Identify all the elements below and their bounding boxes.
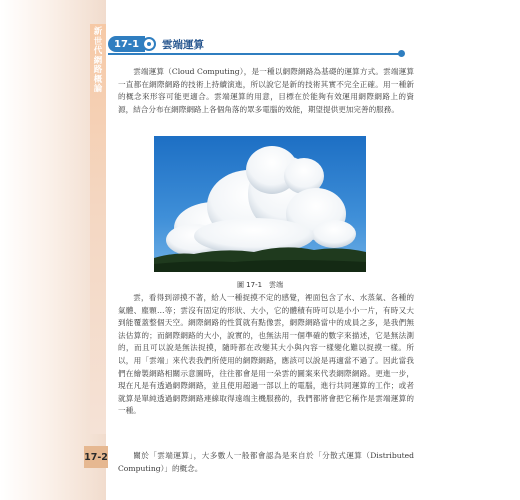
section-number: 17-1 (108, 36, 145, 52)
section-rule-end-dot (398, 50, 405, 57)
page-number: 17-2 (84, 446, 108, 468)
chapter-title: 新世代網路概論 (93, 27, 103, 94)
paragraph-distributed-computing: 關於「雲端運算」，大多數人一般都會認為是來自於「分散式運算（Distributed Computing）」的概念。 (118, 451, 414, 473)
figure-caption: 圖 17-1 雲端 (236, 281, 284, 289)
paragraph-intro: 雲端運算（Cloud Computing），是一種以網際網路為基礎的運算方式。雲端運算一直都在網際網路的技術上持續演進，所以說它是新的技術其實不完全正確。用一種新的概念來形容可能更適合。雲端運算的用意，目標在於能夠有效運用網際網路上的資源，結合分布在網際網路上各個角落的眾多電腦的效能，期望提供更加完善的服務。 (118, 67, 414, 114)
section-bullet-icon (142, 37, 156, 51)
paragraph-cloud-analogy: 雲，看得到卻摸不著，給人一種捉摸不定的感覺，裡面包含了水、水蒸氣、各種的氣體、塵顆…等；雲沒有固定的形狀、大小，它的體積有時可以是小小一片，有時又大到能覆蓋整個天空。網際網路的性質就有點像雲，網際網路當中的成員之多，是我們無法估算的；而網際網路的大小，說實的，也無法用一個準確的數字來描述，它是無法測的，而且可以說是無法捉摸，隨時都在改變其大小與內容一樣變化難以捉摸一樣。所以，用「雲端」來代表我們所使用的網際網路，應該可以說是再適當不過了。因此當我們在繪製網路相關示意圖時，往往都會是用一朵雲的圖案來代表網際網路。更進一步，現在凡是有透過網際網路，並且使用超過一部以上的電腦，進行共同運算的工作；或者就算是單純透過網際網路連線取得遠端主機服務的，我們都將會把它稱作是雲端運算的一種。 (118, 293, 414, 416)
section-rule (108, 53, 404, 55)
section-header (108, 34, 398, 54)
cloud-photo (154, 136, 366, 272)
section-title: 雲端運算 (162, 38, 205, 51)
